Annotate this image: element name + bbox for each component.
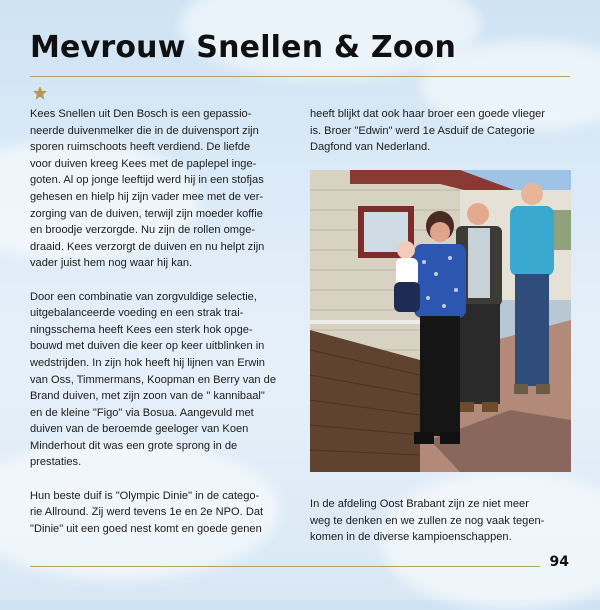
family-photo xyxy=(310,170,571,472)
page-number: 94 xyxy=(549,554,569,570)
article-right-column-bottom xyxy=(310,496,572,562)
article-right-column-top xyxy=(310,106,572,172)
article-paragraph: Kees Snellen uit Den Bosch is een gepassio- neerde duivenmelker die in de duivensport zijn sporen ruimschoots heeft verdiend. De liefde voor duiven kreeg Kees met de paplepel inge- goten. Al op jonge leeftijd werd hij in een stofjas gehesen en hielp hij zijn vader mee met de ver- zorging van de duiven, terwijl zijn moeder koffie en broodje verzorgde. Nu zijn de rollen omge- draaid. Kees verzorgt de duiven en nu helpt zijn vader juist hem nog waar hij kan. xyxy=(30,108,265,270)
star-icon xyxy=(32,85,48,101)
article-paragraph: Hun beste duif is "Olympic Dinie" in de catego- rie Allround. Zij werd tevens 1e en 2e NPO. Dat "Dinie" uit een goed nest komt en goede genen xyxy=(30,489,264,535)
article-left-column xyxy=(30,106,292,554)
article-paragraph: Door een combinatie van zorgvuldige selectie, uitgebalanceerde voeding en een strak trai- ningsschema heeft Kees een sterk hok opge- bouwd met duiven die keer op keer uitblinken in wedstrijden. In zijn hok heeft hij lijnen van Erwin van Oss, Timmermans, Koopman en Berry van de Brand duiven, met zijn zoon van de " kannibaal" en de kleine "Figo" via Bosua. Aangevuld met duiven van de beroemde geeloger van Koen Minderhout dit was een grote sprong in de prestaties. xyxy=(30,290,277,469)
page-title: Mevrouw Snellen & Zoon xyxy=(30,30,457,65)
article-paragraph: heeft blijkt dat ook haar broer een goede vlieger is. Broer "Edwin" werd 1e Asduif de Categorie Dagfond van Nederland. xyxy=(310,108,545,154)
title-underline xyxy=(30,76,570,77)
article-paragraph: In de afdeling Oost Brabant zijn ze niet meer weg te denken en we zullen ze nog vaak tegen- komen in de diverse kampioenschappen. xyxy=(310,498,545,544)
footer-rule xyxy=(30,566,540,567)
